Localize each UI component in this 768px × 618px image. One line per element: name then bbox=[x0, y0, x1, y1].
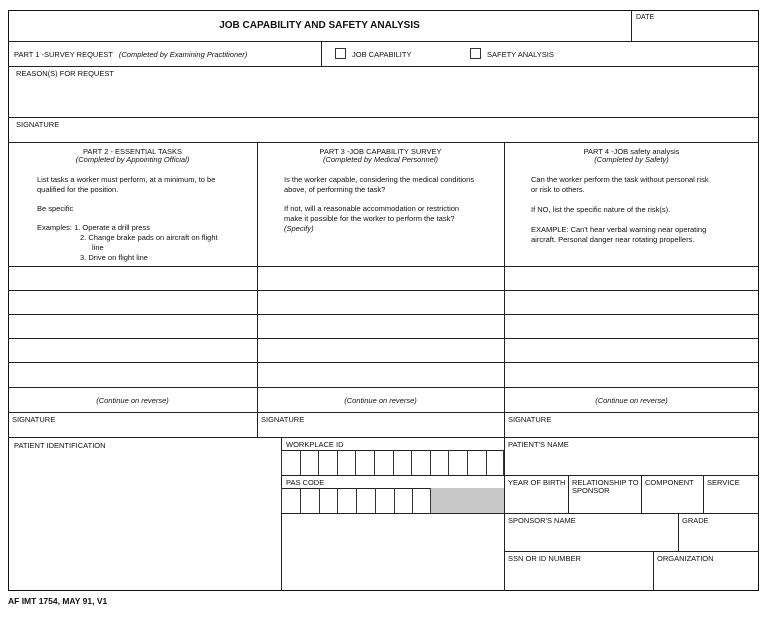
part3-signature-field[interactable] bbox=[259, 424, 502, 436]
part2-example: 3. Drive on flight line bbox=[80, 253, 148, 262]
form-title: JOB CAPABILITY AND SAFETY ANALYSIS bbox=[219, 20, 420, 31]
divider bbox=[504, 437, 505, 591]
part1-signature-label: SIGNATURE bbox=[16, 120, 60, 129]
part4-question: or risk to others. bbox=[531, 185, 585, 194]
component-label: COMPONENT bbox=[645, 478, 694, 487]
pas-code-cells[interactable] bbox=[281, 488, 431, 513]
patient-name-field[interactable] bbox=[506, 450, 757, 474]
part4-question: Can the worker perform the task without personal risk bbox=[531, 175, 709, 184]
part4-title: PART 4 -JOB safety analysis bbox=[583, 147, 680, 156]
part2-continue-note: (Continue on reverse) bbox=[96, 396, 169, 405]
part2-example: Examples: 1. Operate a drill press bbox=[37, 223, 150, 232]
part4-example: aircraft. Personal danger near rotating propellers. bbox=[531, 235, 695, 244]
patient-id-field[interactable] bbox=[10, 452, 279, 589]
part3-question: If not, will a reasonable accommodation or restriction bbox=[284, 204, 460, 213]
divider bbox=[678, 513, 679, 551]
job-capability-checkbox[interactable] bbox=[335, 48, 346, 59]
part2-instruction: Be specific bbox=[37, 204, 74, 213]
part4-signature-label: SIGNATURE bbox=[508, 415, 552, 424]
task-entry-area[interactable] bbox=[10, 268, 756, 386]
grade-label: GRADE bbox=[682, 516, 709, 525]
divider bbox=[504, 513, 759, 514]
part2-example: 2. Change brake pads on aircraft on flight bbox=[80, 233, 218, 242]
divider bbox=[281, 513, 504, 514]
pas-code-label: PAS CODE bbox=[286, 478, 325, 487]
part3-question: make it possible for the worker to perform the task? bbox=[284, 214, 455, 223]
part1-title: PART 1 -SURVEY REQUEST bbox=[14, 50, 113, 59]
part3-continue-note: (Continue on reverse) bbox=[344, 396, 417, 405]
job-capability-label: JOB CAPABILITY bbox=[352, 50, 412, 59]
ssn-label: SSN OR ID NUMBER bbox=[508, 554, 581, 563]
divider bbox=[641, 475, 642, 513]
service-label: SERVICE bbox=[707, 478, 740, 487]
part2-instruction: qualified for the position. bbox=[37, 185, 119, 194]
organization-label: ORGANIZATION bbox=[657, 554, 714, 563]
date-field[interactable] bbox=[632, 22, 758, 40]
divider bbox=[8, 41, 759, 42]
part3-question: Is the worker capable, considering the medical conditions bbox=[284, 175, 475, 184]
part3-subtitle: (Completed by Medical Personnel) bbox=[322, 155, 439, 164]
divider bbox=[8, 412, 759, 413]
form-id-footer: AF IMT 1754, MAY 91, V1 bbox=[8, 596, 108, 606]
workplace-id-cells[interactable] bbox=[281, 450, 504, 475]
divider bbox=[8, 437, 759, 438]
patient-id-label: PATIENT IDENTIFICATION bbox=[14, 441, 106, 450]
divider bbox=[653, 551, 654, 591]
workplace-id-label: WORKPLACE ID bbox=[286, 440, 344, 449]
divider bbox=[8, 266, 759, 267]
part4-question: If NO, list the specific nature of the risk(s). bbox=[531, 205, 671, 214]
reasons-label: REASON(S) FOR REQUEST bbox=[16, 69, 114, 78]
part4-subtitle: (Completed by Safety) bbox=[594, 155, 669, 164]
relationship-label: SPONSOR bbox=[572, 486, 610, 495]
patient-name-label: PATIENT'S NAME bbox=[508, 440, 569, 449]
part3-signature-label: SIGNATURE bbox=[261, 415, 305, 424]
part3-title: PART 3 -JOB CAPABILITY SURVEY bbox=[319, 147, 442, 156]
reasons-field[interactable] bbox=[10, 80, 757, 116]
divider bbox=[504, 475, 759, 476]
part2-title: PART 2 - ESSENTIAL TASKS bbox=[82, 147, 183, 156]
divider bbox=[504, 551, 759, 552]
part3-question: (Specify) bbox=[284, 224, 314, 233]
part1-label bbox=[14, 50, 247, 59]
part4-continue-note: (Continue on reverse) bbox=[595, 396, 668, 405]
divider bbox=[321, 41, 322, 66]
divider bbox=[703, 475, 704, 513]
relationship-label: RELATIONSHIP TO bbox=[572, 478, 639, 487]
part2-example: line bbox=[92, 243, 104, 252]
part1-signature-field[interactable] bbox=[10, 129, 757, 141]
divider bbox=[8, 117, 759, 118]
part2-signature-field[interactable] bbox=[10, 424, 255, 436]
part4-signature-field[interactable] bbox=[506, 424, 757, 436]
part2-instruction: List tasks a worker must perform, at a minimum, to be bbox=[37, 175, 216, 184]
part2-subtitle: (Completed by Appointing Official) bbox=[75, 155, 190, 164]
date-label: DATE bbox=[636, 14, 655, 21]
part3-question: above, of performing the task? bbox=[284, 185, 386, 194]
year-of-birth-label: YEAR OF BIRTH bbox=[508, 478, 566, 487]
safety-analysis-checkbox[interactable] bbox=[470, 48, 481, 59]
patient-notes-field[interactable] bbox=[283, 515, 502, 589]
safety-analysis-label: SAFETY ANALYSIS bbox=[487, 50, 554, 59]
divider bbox=[281, 475, 504, 476]
part4-example: EXAMPLE: Can't hear verbal warning near operating bbox=[531, 225, 707, 234]
divider bbox=[8, 142, 759, 143]
divider bbox=[8, 66, 759, 67]
pas-code-shaded-area bbox=[431, 488, 504, 513]
sponsor-name-label: SPONSOR'S NAME bbox=[508, 516, 576, 525]
part2-signature-label: SIGNATURE bbox=[12, 415, 56, 424]
divider bbox=[8, 387, 759, 388]
divider bbox=[568, 475, 569, 513]
part1-note: (Completed by Examining Practitioner) bbox=[118, 50, 248, 59]
